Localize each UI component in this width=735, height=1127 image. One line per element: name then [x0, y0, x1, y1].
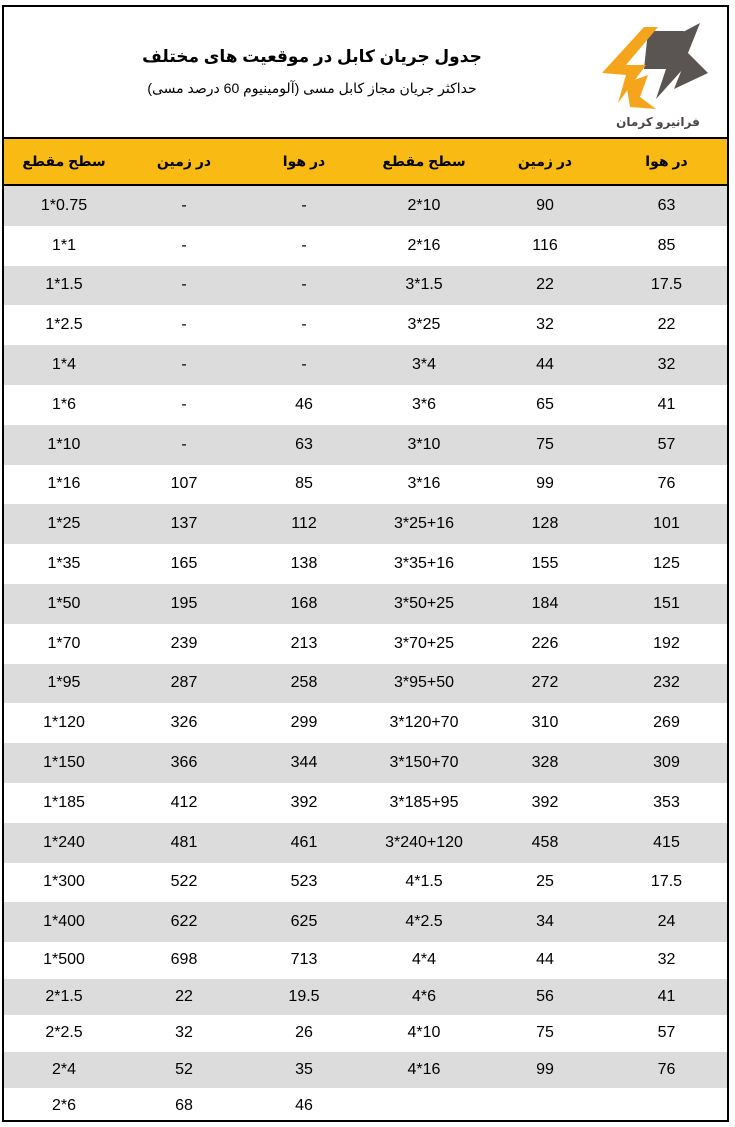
table-cell: 1*4 — [51, 356, 77, 374]
table-cell: 52 — [175, 1060, 193, 1078]
table-row — [4, 823, 727, 863]
table-row — [4, 703, 727, 743]
table-cell: 32 — [175, 1024, 193, 1042]
table-cell: 3*95+50 — [393, 674, 455, 692]
table-row — [4, 385, 727, 425]
table-cell: 41 — [657, 987, 676, 1005]
header-in-ground: در زمین — [156, 153, 212, 169]
table-cell: 22 — [536, 276, 554, 294]
table-cell: 19.5 — [288, 987, 320, 1005]
table-cell: 1*16 — [47, 475, 81, 493]
table-cell: 90 — [536, 196, 554, 214]
table-cell: 3*240+120 — [385, 833, 463, 851]
table-cell — [364, 1088, 484, 1122]
table-cell: 76 — [657, 475, 676, 493]
table-cell: 232 — [653, 674, 680, 692]
table-row — [4, 1015, 727, 1052]
table-cell: 239 — [170, 634, 198, 652]
table-row — [4, 979, 727, 1016]
table-cell: 4*16 — [407, 1060, 441, 1078]
table-cell: 107 — [170, 475, 198, 493]
table-cell: 1*1.5 — [45, 276, 83, 294]
table-cell: 1*120 — [43, 714, 85, 732]
table-cell: - — [181, 435, 187, 453]
lightning-logo-icon — [596, 13, 720, 117]
table-cell: 2*6 — [51, 1097, 77, 1115]
table-cell: 366 — [170, 754, 198, 772]
table-row — [4, 305, 727, 345]
table-cell: 168 — [290, 594, 318, 612]
table-cell: 1*6 — [51, 395, 77, 413]
table-cell: - — [301, 196, 307, 214]
table-cell: 3*25+16 — [393, 515, 455, 533]
table-cell: 112 — [291, 515, 317, 533]
table-cell: 4*2.5 — [405, 913, 443, 931]
table-cell: - — [301, 316, 307, 334]
header-in-air: در هوا — [282, 153, 326, 169]
table-row — [4, 1052, 727, 1089]
table-cell: 17.5 — [650, 873, 683, 891]
table-cell: 272 — [531, 674, 559, 692]
table-cell: 344 — [290, 754, 318, 772]
table-cell: 3*1.5 — [405, 276, 443, 294]
table-cell: 22 — [657, 316, 676, 334]
table-cell: - — [301, 276, 307, 294]
header-in-ground-2: در زمین — [517, 153, 573, 169]
document-header — [4, 7, 727, 139]
table-cell: 3*70+25 — [393, 634, 455, 652]
table-row — [4, 743, 727, 783]
table-cell: 151 — [653, 594, 680, 612]
table-header-row — [4, 139, 727, 186]
table-cell: 1*240 — [43, 833, 85, 851]
table-cell: 128 — [531, 515, 559, 533]
table-cell: 287 — [170, 674, 198, 692]
table-cell: 3*50+25 — [393, 594, 455, 612]
table-row — [4, 1088, 727, 1122]
table-cell: 1*400 — [43, 913, 85, 931]
table-cell: - — [181, 395, 187, 413]
table-body — [4, 186, 727, 1122]
table-cell: 458 — [531, 833, 559, 851]
table-row — [4, 664, 727, 704]
table-cell: 1*2.5 — [45, 316, 83, 334]
header-cross-section-2: سطح مقطع — [382, 153, 466, 169]
table-cell: 269 — [653, 714, 680, 732]
table-cell: 1*25 — [47, 515, 81, 533]
table-cell: 17.5 — [650, 276, 683, 294]
table-cell: 622 — [170, 913, 198, 931]
table-cell: 2*10 — [407, 196, 441, 214]
page-subtitle: حداکثر جریان مجاز کابل مسی (آلومینیوم 60 درصد مسی) — [147, 80, 477, 96]
table-cell: 2*2.5 — [45, 1024, 83, 1042]
table-cell: 57 — [657, 435, 676, 453]
table-cell: 481 — [170, 833, 198, 851]
table-cell — [484, 1088, 606, 1122]
table-cell: 2*16 — [407, 236, 441, 254]
table-cell: 99 — [536, 1060, 554, 1078]
table-cell: 1*1 — [51, 236, 77, 254]
table-cell: 24 — [657, 913, 676, 931]
table-cell: - — [301, 236, 307, 254]
table-row — [4, 942, 727, 979]
table-cell: 195 — [170, 594, 198, 612]
table-cell: 3*4 — [411, 356, 437, 374]
table-cell: 3*10 — [407, 435, 441, 453]
table-cell: - — [181, 356, 187, 374]
table-cell: 41 — [657, 395, 676, 413]
table-cell: 76 — [657, 1060, 676, 1078]
document-frame — [2, 5, 729, 1122]
table-cell: 309 — [653, 754, 680, 772]
table-row — [4, 863, 727, 903]
table-cell: 1*500 — [43, 951, 85, 969]
table-cell: 353 — [653, 793, 680, 811]
table-cell: 75 — [536, 1024, 554, 1042]
table-cell: 63 — [295, 435, 313, 453]
table-cell: 85 — [657, 236, 676, 254]
table-row — [4, 266, 727, 306]
table-cell: 2*1.5 — [45, 987, 83, 1005]
table-cell: 698 — [170, 951, 198, 969]
table-cell: 2*4 — [51, 1060, 77, 1078]
table-cell: 1*70 — [47, 634, 81, 652]
header-cross-section: سطح مقطع — [22, 153, 106, 169]
table-cell: 1*95 — [47, 674, 81, 692]
table-row — [4, 226, 727, 266]
table-cell: 299 — [290, 714, 318, 732]
table-cell: 625 — [290, 913, 318, 931]
table-cell: 184 — [531, 594, 559, 612]
table-cell: 116 — [532, 236, 558, 254]
header-in-air-2: در هوا — [645, 153, 688, 169]
table-cell: 46 — [295, 395, 313, 413]
table-row — [4, 544, 727, 584]
table-cell: 4*4 — [411, 951, 437, 969]
table-cell: 523 — [290, 873, 318, 891]
table-cell: 392 — [531, 793, 559, 811]
company-logo — [596, 13, 720, 133]
table-cell: 1*0.75 — [40, 196, 88, 214]
table-cell: 85 — [295, 475, 313, 493]
table-cell: 1*150 — [43, 754, 85, 772]
table-cell: 46 — [295, 1097, 313, 1115]
table-cell: 101 — [653, 515, 680, 533]
table-row — [4, 186, 727, 226]
page-title: جدول جریان کابل در موقعیت های مختلف — [142, 47, 482, 66]
table-cell: 155 — [531, 555, 559, 573]
table-cell: 226 — [531, 634, 559, 652]
table-cell: 1*185 — [43, 793, 85, 811]
table-cell: 3*150+70 — [389, 754, 459, 772]
table-cell: 392 — [290, 793, 318, 811]
table-cell: 65 — [536, 395, 554, 413]
table-cell: 63 — [657, 196, 676, 214]
table-cell: 192 — [653, 634, 680, 652]
table-cell: 56 — [536, 987, 554, 1005]
table-cell: - — [301, 356, 307, 374]
table-cell: 44 — [536, 951, 554, 969]
table-cell: 713 — [290, 951, 318, 969]
table-cell: 68 — [175, 1097, 193, 1115]
table-cell: 138 — [290, 555, 318, 573]
table-cell: 1*300 — [43, 873, 85, 891]
table-cell: 213 — [290, 634, 318, 652]
table-cell: 3*185+95 — [389, 793, 459, 811]
table-cell: 32 — [657, 951, 676, 969]
table-row — [4, 504, 727, 544]
table-cell: 3*6 — [411, 395, 437, 413]
table-cell: 328 — [531, 754, 559, 772]
table-cell: 44 — [536, 356, 554, 374]
table-cell: 26 — [295, 1024, 313, 1042]
table-cell: 3*35+16 — [393, 555, 455, 573]
table-cell — [606, 1088, 727, 1122]
table-row — [4, 345, 727, 385]
table-cell: 25 — [536, 873, 554, 891]
table-cell: 32 — [657, 356, 676, 374]
table-cell: 4*1.5 — [405, 873, 443, 891]
table-cell: 125 — [653, 555, 680, 573]
table-row — [4, 902, 727, 942]
table-cell: 4*10 — [407, 1024, 441, 1042]
table-cell: - — [181, 276, 187, 294]
table-row — [4, 425, 727, 465]
table-row — [4, 584, 727, 624]
table-cell: 4*6 — [411, 987, 437, 1005]
table-cell: 522 — [170, 873, 198, 891]
table-row — [4, 624, 727, 664]
table-cell: 310 — [531, 714, 559, 732]
logo-text: فرانیرو کرمان — [616, 115, 700, 129]
table-cell: 22 — [175, 987, 193, 1005]
table-cell: 3*16 — [407, 475, 441, 493]
table-cell: 34 — [536, 913, 554, 931]
table-cell: 3*120+70 — [389, 714, 459, 732]
table-cell: - — [181, 236, 187, 254]
table-cell: 75 — [536, 435, 554, 453]
table-row — [4, 465, 727, 505]
table-cell: 461 — [290, 833, 318, 851]
table-cell: 412 — [170, 793, 198, 811]
table-cell: 32 — [536, 316, 554, 334]
table-cell: 258 — [290, 674, 318, 692]
table-row — [4, 783, 727, 823]
table-cell: 57 — [657, 1024, 676, 1042]
table-cell: 415 — [653, 833, 680, 851]
table-cell: 99 — [536, 475, 554, 493]
table-cell: 1*35 — [47, 555, 81, 573]
table-cell: - — [181, 196, 187, 214]
table-cell: - — [181, 316, 187, 334]
table-cell: 35 — [295, 1060, 313, 1078]
table-cell: 165 — [170, 555, 198, 573]
table-cell: 137 — [170, 515, 198, 533]
table-cell: 326 — [170, 714, 198, 732]
table-cell: 3*25 — [407, 316, 441, 334]
table-cell: 1*10 — [47, 435, 81, 453]
table-cell: 1*50 — [47, 594, 81, 612]
